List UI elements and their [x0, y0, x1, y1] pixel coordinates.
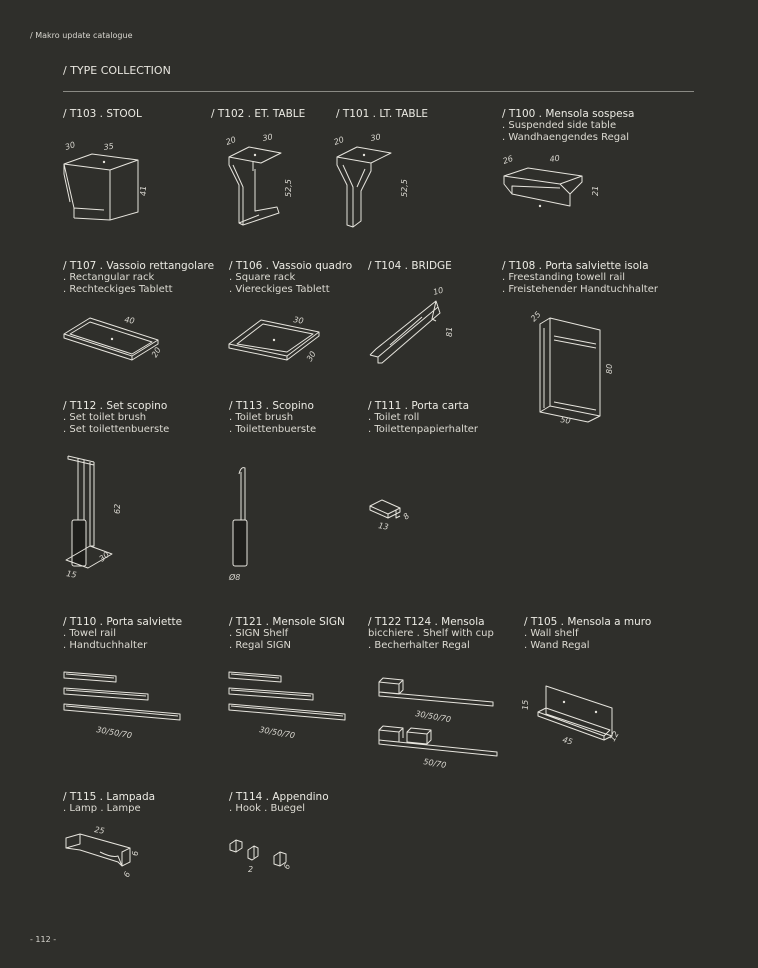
product-t100: [502, 108, 662, 144]
product-title: / T106 . Vassoio quadro: [229, 260, 353, 272]
dim-diameter: Ø8: [229, 573, 241, 582]
product-t115: [63, 791, 223, 815]
product-title: / T112 . Set scopino: [63, 400, 168, 412]
product-t107: [63, 260, 223, 296]
dim-height: 81: [445, 326, 454, 337]
dim-width: 2: [248, 865, 254, 874]
dim-height: 52,5: [284, 179, 293, 197]
dim-width: 35: [103, 141, 115, 152]
product-subtitle-de: . Wand Regal: [524, 640, 590, 651]
dim-length: 30/50/70: [258, 725, 296, 741]
product-title: / T103 . STOOL: [63, 108, 142, 120]
dim-length: 30/50/70: [95, 725, 133, 741]
dim-depth: 30: [304, 349, 318, 363]
dim-depth: 25: [529, 309, 543, 324]
section-title: / TYPE COLLECTION: [63, 64, 171, 77]
dim-width: 50: [559, 415, 572, 426]
dim-height: 41: [139, 185, 148, 196]
header-divider: [63, 91, 694, 92]
product-t105: [524, 616, 684, 652]
product-t113: [229, 400, 389, 436]
product-subtitle: . Lamp . Lampe: [63, 803, 141, 814]
product-title: / T102 . ET. TABLE: [211, 108, 306, 120]
wall-shelf-drawing: [520, 680, 630, 750]
dim-depth: 20: [332, 134, 346, 147]
dim-depth: 8: [401, 511, 412, 522]
dim-length-single: 30/50/70: [414, 709, 452, 725]
dim-depth: 10: [432, 285, 445, 297]
dim-width: 40: [549, 153, 561, 164]
catalogue-header: / Makro update catalogue: [30, 31, 133, 40]
dim-width: 30: [261, 132, 274, 143]
square-rack-drawing: [225, 312, 335, 372]
dim-depth: 6: [281, 862, 293, 871]
product-subtitle-de: . Wandhaengendes Regal: [502, 132, 630, 143]
product-t103: [63, 108, 223, 120]
dim-depth: 26: [501, 153, 515, 166]
dim-height: 52,5: [400, 179, 409, 197]
toilet-roll-drawing: [366, 492, 426, 532]
product-title: / T104 . BRIDGE: [368, 260, 452, 272]
product-subtitle-de: . Becherhalter Regal: [368, 640, 470, 651]
product-subtitle-de: . Set toilettenbuerste: [63, 424, 170, 435]
dim-depth: 20: [224, 134, 238, 147]
product-subtitle-en: . Wall shelf: [524, 628, 579, 639]
product-t111: [368, 400, 528, 436]
toilet-brush-set-drawing: [60, 450, 140, 580]
product-subtitle-de: . Toilettenpapierhalter: [368, 424, 479, 435]
dim-height: 80: [605, 363, 614, 374]
product-title: / T110 . Porta salviette: [63, 616, 183, 628]
product-title: / T108 . Porta salviette isola: [502, 260, 649, 272]
product-subtitle-de: . Regal SIGN: [229, 640, 291, 651]
product-title: / T105 . Mensola a muro: [524, 616, 652, 628]
dim-depth: 30: [63, 140, 77, 152]
hook-drawing: [226, 836, 306, 876]
dim-depth: 12: [607, 729, 621, 743]
product-subtitle-en: . Towel rail: [63, 628, 116, 639]
product-subtitle-de: . Toilettenbuerste: [229, 424, 317, 435]
product-subtitle-en: . Freestanding towell rail: [502, 272, 626, 283]
lamp-drawing: [60, 818, 160, 888]
product-title: / T114 . Appendino: [229, 791, 329, 803]
product-subtitle-en: . Suspended side table: [502, 120, 617, 131]
dim-height: 21: [591, 185, 600, 196]
product-t110: [63, 616, 223, 652]
product-subtitle-de: . Viereckiges Tablett: [229, 284, 330, 295]
product-subtitle-en: . Set toilet brush: [63, 412, 147, 423]
product-t108: [502, 260, 662, 296]
dim-depth: 30: [97, 550, 112, 564]
suspended-table-drawing: [500, 150, 610, 220]
rectangular-rack-drawing: [60, 312, 170, 372]
towel-rail-isola-drawing: [530, 310, 630, 430]
product-t106: [229, 260, 389, 296]
product-subtitle-de: . Rechteckiges Tablett: [63, 284, 173, 295]
product-subtitle-en: . SIGN Shelf: [229, 628, 289, 639]
product-t121: [229, 616, 389, 652]
stool-drawing: [60, 140, 160, 230]
dim-width: 40: [123, 315, 136, 326]
dim-depth: 6: [121, 870, 133, 879]
dim-height: 62: [113, 503, 122, 514]
product-t101: [336, 108, 496, 120]
toilet-brush-drawing: [225, 462, 265, 582]
product-title: / T101 . LT. TABLE: [336, 108, 429, 120]
product-t114: [229, 791, 389, 815]
dim-length: 25: [93, 825, 106, 836]
product-title: / T113 . Scopino: [229, 400, 314, 412]
product-subtitle: . Hook . Buegel: [229, 803, 306, 814]
page-number: - 112 -: [30, 935, 57, 944]
product-title: / T100 . Mensola sospesa: [502, 108, 635, 120]
product-subtitle-de: . Freistehender Handtuchhalter: [502, 284, 658, 295]
dim-width: 13: [377, 521, 390, 532]
product-subtitle-en: bicchiere . Shelf with cup: [368, 628, 494, 639]
lt-table-drawing: [332, 132, 423, 235]
dim-width: 30: [292, 315, 305, 326]
product-subtitle-en: . Rectangular rack: [63, 272, 155, 283]
dim-width: 30: [369, 132, 382, 143]
dim-length-double: 50/70: [422, 757, 447, 770]
et-table-drawing: [224, 132, 305, 235]
product-subtitle-en: . Toilet brush: [229, 412, 294, 423]
dim-width: 15: [65, 569, 78, 580]
dim-height: 6: [131, 850, 140, 856]
product-title: / T121 . Mensole SIGN: [229, 616, 345, 628]
dim-height: 15: [521, 699, 530, 710]
product-subtitle-de: . Handtuchhalter: [63, 640, 148, 651]
sign-shelf-drawing: [225, 666, 355, 746]
product-title: / T122 T124 . Mensola: [368, 616, 485, 628]
product-t122: [368, 616, 528, 652]
product-subtitle-en: . Toilet roll: [368, 412, 420, 423]
dim-depth: 20: [149, 345, 163, 359]
cup-shelf-drawing: [375, 668, 505, 772]
product-t112: [63, 400, 223, 436]
bridge-drawing: [366, 285, 456, 370]
product-title: / T115 . Lampada: [63, 791, 156, 803]
product-title: / T107 . Vassoio rettangolare: [63, 260, 215, 272]
dim-width: 45: [561, 735, 574, 747]
product-subtitle-en: . Square rack: [229, 272, 296, 283]
product-title: / T111 . Porta carta: [368, 400, 470, 412]
towel-rail-drawing: [60, 666, 190, 746]
